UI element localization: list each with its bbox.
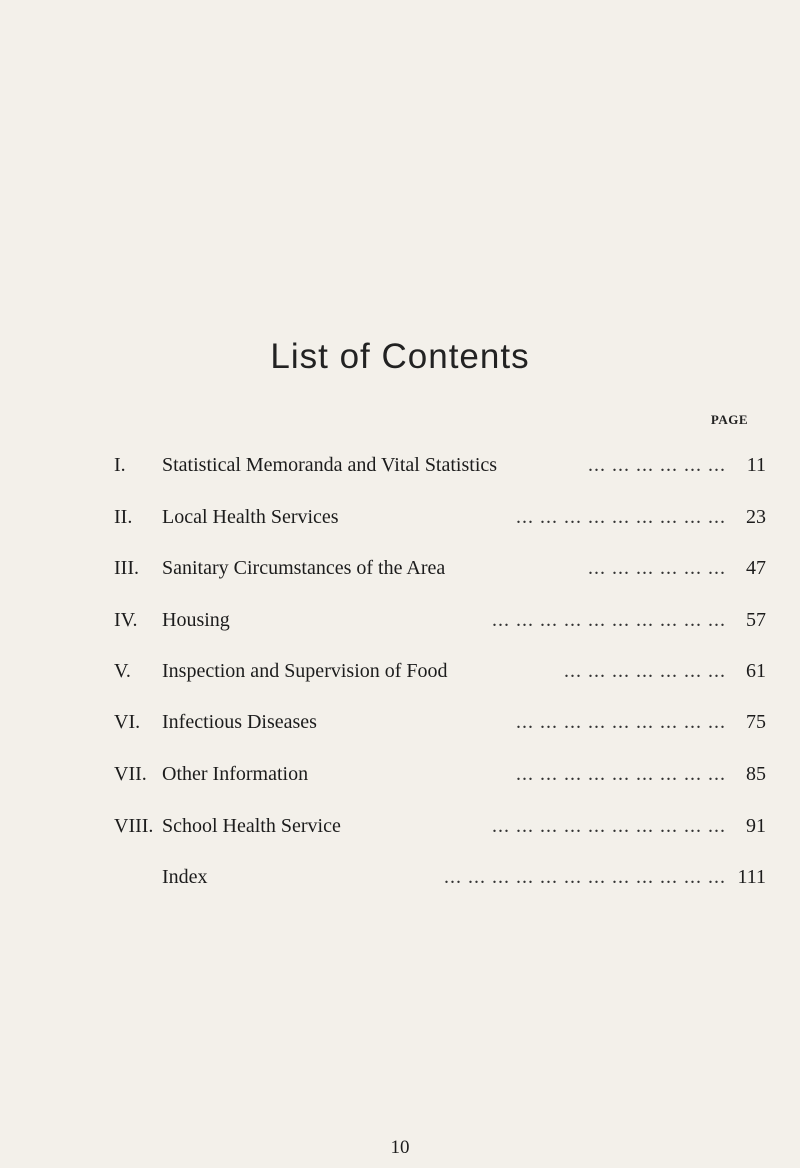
toc-page-number: 11 (746, 454, 766, 476)
toc-leader-dots: ... ... ... ... ... ... ... ... ... ... (492, 815, 726, 837)
toc-leader-dots: ... ... ... ... ... ... ... ... ... (516, 506, 726, 528)
toc-title: Index (162, 866, 208, 888)
toc-leader-dots: ... ... ... ... ... ... (588, 454, 726, 476)
toc-title: Infectious Diseases (162, 711, 317, 733)
toc-leader-dots: ... ... ... ... ... ... ... ... ... (516, 711, 726, 733)
toc-row (0, 866, 800, 896)
toc-number: I. (114, 454, 126, 476)
toc-row (0, 763, 800, 793)
page-title: List of Contents (270, 337, 530, 376)
toc-page-number: 91 (746, 815, 766, 837)
toc-title: Housing (162, 609, 230, 631)
toc-number: VI. (114, 711, 141, 733)
toc-row (0, 711, 800, 741)
toc-leader-dots: ... ... ... ... ... ... ... ... ... (516, 763, 726, 785)
toc-number: III. (114, 557, 139, 579)
toc-title: Statistical Memoranda and Vital Statistics (162, 454, 498, 476)
toc-page-number: 57 (746, 609, 766, 631)
toc-leader-dots: ... ... ... ... ... ... ... (564, 660, 726, 682)
toc-row (0, 506, 800, 536)
toc-number: V. (114, 660, 131, 682)
toc-page-number: 47 (746, 557, 766, 579)
toc-page-number: 111 (737, 866, 766, 888)
toc-number: II. (114, 506, 133, 528)
toc-page-number: 23 (746, 506, 766, 528)
toc-row (0, 557, 800, 587)
toc-leader-dots: ... ... ... ... ... ... (588, 557, 726, 579)
toc-number: VII. (114, 763, 147, 785)
toc-page-number: 85 (746, 763, 766, 785)
toc-leader-dots: ... ... ... ... ... ... ... ... ... ... (492, 609, 726, 631)
toc-title: Inspection and Supervision of Food (162, 660, 448, 682)
toc-page-number: 75 (746, 711, 766, 733)
toc-title: Sanitary Circumstances of the Area (162, 557, 446, 579)
toc-page-number: 61 (746, 660, 766, 682)
toc-title: School Health Service (162, 815, 341, 837)
toc-row (0, 815, 800, 845)
page-folio-number: 10 (390, 1137, 410, 1158)
toc-leader-dots: ... ... ... ... ... ... ... ... ... ... ... ... (444, 866, 726, 888)
toc-row (0, 609, 800, 639)
toc-row (0, 454, 800, 484)
toc-title: Other Information (162, 763, 309, 785)
page-column-label: PAGE (710, 412, 748, 427)
toc-title: Local Health Services (162, 506, 339, 528)
toc-number: VIII. (114, 815, 154, 837)
toc-number: IV. (114, 609, 138, 631)
toc-row (0, 660, 800, 690)
